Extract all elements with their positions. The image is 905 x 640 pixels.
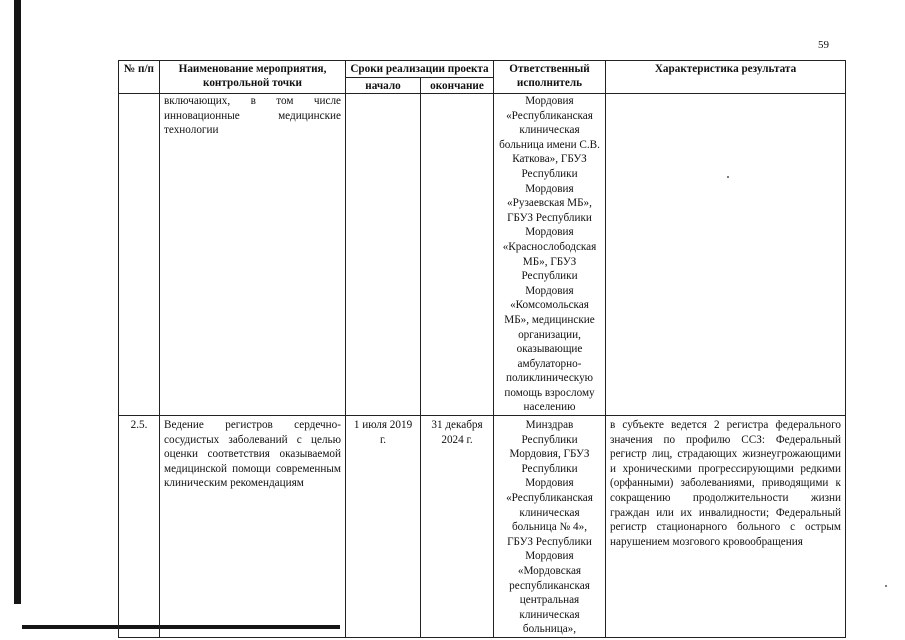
scan-speck <box>885 585 887 587</box>
row-executor: Мордовия «Республиканская клиническая больница имени С.В. Каткова», ГБУЗ Республики Мордовия «Рузаевская МБ», ГБУЗ Республики Мордовия «Краснослободская МБ», ГБУЗ Республики Мордовия «Комсомольская МБ», медицинские организации, оказывающие амбулаторно-поликлиническую помощь взрослому населению <box>494 94 606 416</box>
row-result: в субъекте ведется 2 регистра федерального значения по профилю ССЗ: Федеральный регистр лиц, страдающих жизнеугрожающими и хроническими прогрессирующими редкими (орфанными) заболеваниями, приводящими к сокращению продолжительности жизни граждан или их инвалидности; Федеральный регистр стационарного больного с острым нарушением мозгового кровообращения <box>606 416 846 638</box>
activities-table <box>118 60 846 638</box>
scan-edge-left <box>14 0 21 604</box>
row-start <box>346 94 421 416</box>
table-row <box>119 416 846 638</box>
page-number: 59 <box>818 39 829 51</box>
row-num <box>119 94 160 416</box>
row-end: 31 декабря 2024 г. <box>421 416 494 638</box>
row-name: Ведение регистров сердечно-сосудистых заболеваний с целью оценки соответствия оказываемой медицинской помощи современным клиническим рекомендациям <box>160 416 346 638</box>
table-header-row <box>119 61 846 78</box>
row-result <box>606 94 846 416</box>
header-num: № п/п <box>119 61 160 94</box>
header-name: Наименование мероприятия, контрольной точки <box>160 61 346 94</box>
header-result: Характеристика результата <box>606 61 846 94</box>
header-end: окончание <box>421 77 494 94</box>
row-num: 2.5. <box>119 416 160 638</box>
table-row <box>119 94 846 416</box>
row-name: включающих, в том числе инновационные медицинские технологии <box>160 94 346 416</box>
row-executor: Минздрав Республики Мордовия, ГБУЗ Республики Мордовия «Республиканская клиническая больница № 4», ГБУЗ Республики Мордовия «Мордовская республиканская центральная клиническая больница», <box>494 416 606 638</box>
header-start: начало <box>346 77 421 94</box>
header-terms: Сроки реализации проекта <box>346 61 494 78</box>
row-start: 1 июля 2019 г. <box>346 416 421 638</box>
header-executor: Ответственный исполнитель <box>494 61 606 94</box>
row-end <box>421 94 494 416</box>
